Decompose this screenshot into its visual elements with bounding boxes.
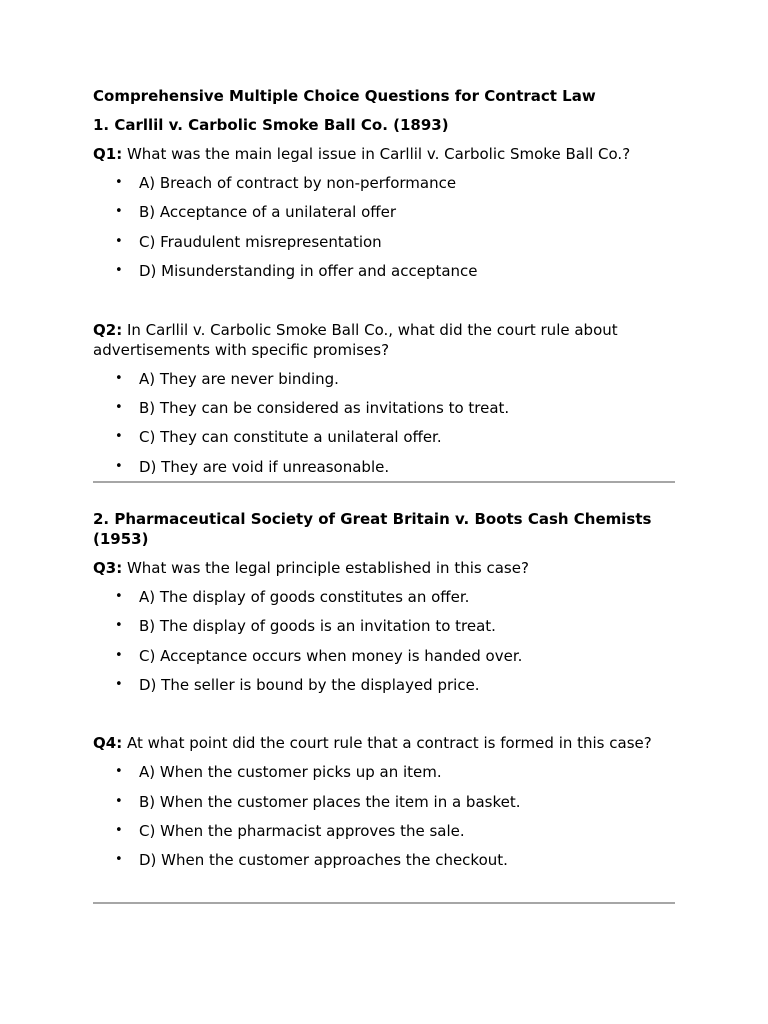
bullet-icon: • — [115, 370, 123, 386]
option-item — [93, 821, 675, 841]
option-text: D) When the customer approaches the checkout. — [139, 851, 508, 870]
bullet-icon: • — [115, 233, 123, 249]
bullet-icon: • — [115, 647, 123, 663]
option-item — [93, 792, 675, 812]
question-q4 — [93, 733, 675, 753]
option-text: B) The display of goods is an invitation to treat. — [139, 617, 496, 636]
option-text: B) Acceptance of a unilateral offer — [139, 203, 397, 222]
bullet-icon: • — [115, 618, 123, 634]
section-heading-1: 1. Carllil v. Carbolic Smoke Ball Co. (1893) — [93, 116, 449, 134]
option-text: C) They can constitute a unilateral offer. — [139, 428, 442, 447]
option-item — [93, 587, 675, 607]
question-text: What was the main legal issue in Carllil v. Carbolic Smoke Ball Co.? — [122, 145, 631, 163]
option-text: A) The display of goods constitutes an offer. — [139, 587, 470, 606]
option-text: D) They are void if unreasonable. — [139, 457, 390, 476]
bullet-icon: • — [115, 764, 123, 780]
option-text: A) When the customer picks up an item. — [139, 763, 442, 782]
bullet-icon: • — [115, 204, 123, 220]
option-text: D) Misunderstanding in offer and acceptance — [139, 262, 478, 281]
bullet-icon: • — [115, 263, 123, 279]
bullet-icon: • — [115, 175, 123, 190]
question-label: Q3: — [93, 558, 123, 577]
option-item — [93, 202, 675, 222]
option-item — [93, 173, 675, 193]
options-list-q2 — [93, 369, 675, 477]
option-item — [93, 616, 675, 636]
section-divider — [93, 481, 675, 483]
question-text: In Carllil v. Carbolic Smoke Ball Co., what did the court rule about advertisements with specific promises? — [93, 320, 618, 359]
question-label: Q4: — [93, 734, 123, 753]
question-q3 — [93, 558, 675, 578]
bullet-icon: • — [115, 676, 123, 692]
option-text: A) Breach of contract by non-performance — [139, 174, 457, 192]
bullet-icon: • — [115, 399, 123, 415]
question-spacer — [93, 291, 675, 320]
option-text: C) Fraudulent misrepresentation — [139, 232, 382, 251]
option-item — [93, 369, 675, 389]
bullet-icon: • — [115, 852, 123, 868]
question-text: At what point did the court rule that a contract is formed in this case? — [122, 734, 652, 753]
option-item — [93, 850, 675, 870]
options-list-q4 — [93, 762, 675, 870]
option-item — [93, 675, 675, 695]
question-spacer — [93, 704, 675, 733]
bullet-icon: • — [115, 793, 123, 809]
option-item — [93, 232, 675, 252]
options-list-q3 — [93, 587, 675, 695]
option-text: A) They are never binding. — [139, 369, 339, 388]
bullet-icon: • — [115, 823, 123, 839]
bullet-icon: • — [115, 429, 123, 445]
question-q1 — [93, 144, 675, 164]
option-item — [93, 762, 675, 782]
option-item — [93, 427, 675, 447]
option-text: B) When the customer places the item in a basket. — [139, 792, 521, 811]
document-body — [93, 86, 675, 904]
question-label: Q1: — [93, 145, 123, 163]
option-item — [93, 261, 675, 281]
option-item — [93, 398, 675, 418]
question-q2 — [93, 320, 675, 360]
question-text: What was the legal principle established in this case? — [122, 558, 529, 577]
option-item — [93, 646, 675, 666]
bullet-icon: • — [115, 588, 123, 604]
document-title: Comprehensive Multiple Choice Questions for Contract Law — [93, 87, 596, 105]
option-item — [93, 457, 675, 477]
bullet-icon: • — [115, 458, 123, 474]
section-heading-2: 2. Pharmaceutical Society of Great Britain v. Boots Cash Chemists (1953) — [93, 509, 652, 548]
option-text: C) When the pharmacist approves the sale. — [139, 822, 465, 841]
question-label: Q2: — [93, 320, 123, 339]
option-text: D) The seller is bound by the displayed price. — [139, 675, 480, 694]
option-text: C) Acceptance occurs when money is handed over. — [139, 646, 523, 665]
section-divider — [93, 902, 675, 904]
options-list-q1 — [93, 173, 675, 281]
option-text: B) They can be considered as invitations to treat. — [139, 398, 510, 417]
